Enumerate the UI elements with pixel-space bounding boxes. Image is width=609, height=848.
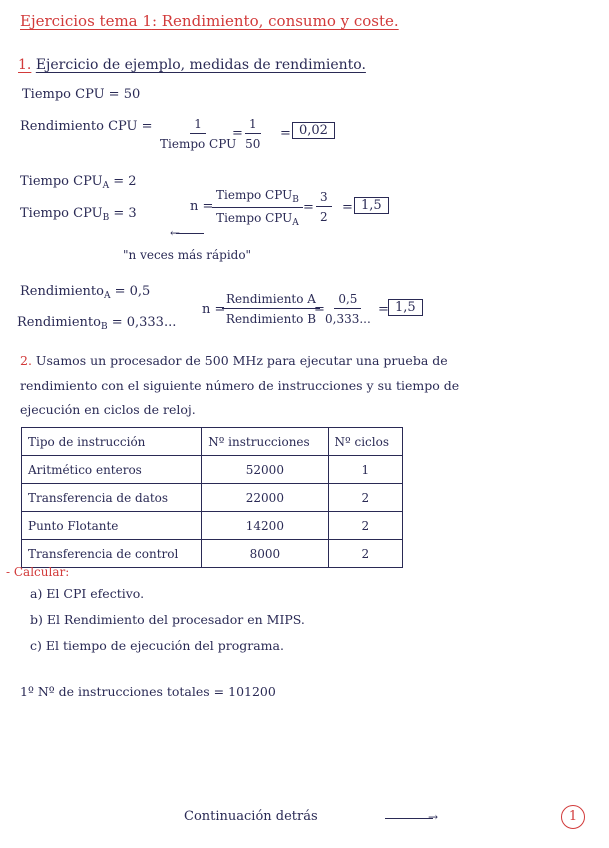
result-box: 1,5 — [354, 197, 389, 214]
cell-tipo: Transferencia de datos — [22, 484, 202, 512]
n2-result — [388, 299, 423, 316]
tiempo-b-prefix: Tiempo CPU — [20, 206, 103, 221]
left-arrow-icon: ← — [170, 226, 181, 240]
tiempo-a-value: = 2 — [113, 174, 137, 189]
ex1-heading-text: Ejercicio de ejemplo, medidas de rendimiento. — [35, 57, 366, 73]
ex2-line-1-text: Usamos un procesador de 500 MHz para ejecutar una prueba de — [35, 353, 448, 368]
fraction-05-over-0333 — [325, 292, 371, 326]
num-sub: B — [292, 195, 299, 205]
fraction-1-over-tiempo — [160, 117, 236, 151]
total-instructions — [20, 686, 276, 699]
tiempo-cpu-b — [20, 207, 137, 223]
title-rest: : Rendimiento, consumo y coste. — [151, 12, 399, 30]
table-header-row — [22, 428, 403, 456]
rend-a-value: = 0,5 — [114, 284, 151, 299]
calc-item-b: b) El Rendimiento del procesador en MIPS. — [30, 612, 305, 627]
cell-tipo: Punto Flotante — [22, 512, 202, 540]
total-prefix: 1º — [20, 684, 34, 699]
frac-denominator — [216, 208, 299, 228]
cell-tipo: Aritmético enteros — [22, 456, 202, 484]
rendimiento-a — [20, 285, 150, 301]
cell-n-ciclos: 2 — [328, 512, 402, 540]
equals-sign: = — [314, 302, 325, 317]
ex2-line-1 — [20, 355, 448, 368]
equals-sign: = — [280, 126, 291, 141]
fraction-1-over-50 — [245, 117, 261, 151]
calc-item-a: a) El CPI efectivo. — [30, 586, 145, 601]
table-row — [22, 540, 403, 568]
frac-denominator: 50 — [245, 137, 261, 151]
ex1-number: 1. — [18, 57, 32, 73]
den-text: Tiempo CPU — [216, 211, 293, 225]
instruction-table — [21, 427, 403, 568]
rend-a-sub: A — [103, 291, 111, 301]
cell-n-ciclos: 2 — [328, 484, 402, 512]
continue-arrow-line — [385, 818, 433, 819]
frac-numerator: 0,5 — [334, 292, 361, 309]
ex2-line-2: rendimiento con el siguiente número de instrucciones y su tiempo de — [20, 378, 460, 393]
header-n-instr: Nº instrucciones — [202, 428, 328, 456]
equals-sign: = — [378, 302, 389, 317]
note-arrow-line — [176, 233, 204, 234]
cell-n-ciclos: 2 — [328, 540, 402, 568]
total-text: Nº de instrucciones totales = 101200 — [37, 684, 276, 699]
table-row — [22, 512, 403, 540]
tiempo-b-value: = 3 — [113, 206, 137, 221]
frac-denominator: 0,333... — [325, 312, 371, 326]
tiempo-cpu: Tiempo CPU = 50 — [22, 87, 141, 102]
ex1-heading — [18, 58, 366, 72]
header-tipo: Tipo de instrucción — [22, 428, 202, 456]
fraction-tiempo-b-over-a — [212, 188, 303, 228]
fraction-rend-a-over-b — [222, 292, 320, 326]
den-sub: A — [292, 218, 299, 228]
cell-n-instr: 52000 — [202, 456, 328, 484]
table-row — [22, 456, 403, 484]
rend-a-prefix: Rendimiento — [20, 284, 104, 299]
continue-text: Continuación detrás — [184, 809, 318, 824]
frac-denominator: 2 — [320, 210, 328, 224]
equals-sign: = — [303, 200, 314, 215]
tiempo-cpu-a — [20, 175, 137, 191]
n-label: n = — [190, 199, 214, 214]
title-label: Ejercicios tema 1 — [20, 12, 152, 30]
frac-numerator: 1 — [190, 117, 206, 134]
num-text: Tiempo CPU — [216, 188, 293, 202]
table-row — [22, 484, 403, 512]
frac-numerator — [212, 188, 303, 208]
rend-b-sub: B — [100, 322, 108, 332]
rend-b-value: = 0,333... — [111, 315, 177, 330]
rend-b-prefix: Rendimiento — [17, 315, 101, 330]
calc-label: - Calcular: — [6, 565, 70, 579]
tiempo-b-sub: B — [102, 213, 110, 223]
right-arrow-icon: → — [428, 810, 439, 824]
cell-n-instr: 8000 — [202, 540, 328, 568]
frac-numerator: 1 — [245, 117, 261, 134]
header-n-ciclos: Nº ciclos — [328, 428, 402, 456]
n-note: "n veces más rápido" — [123, 248, 252, 262]
cell-n-ciclos: 1 — [328, 456, 402, 484]
page-title — [20, 14, 399, 29]
result-box: 0,02 — [292, 122, 335, 139]
equals-sign: = — [342, 200, 353, 215]
equals-sign: = — [232, 126, 243, 141]
cell-n-instr: 14200 — [202, 512, 328, 540]
n-result — [354, 197, 389, 214]
ex2-number: 2. — [20, 353, 32, 368]
fraction-3-over-2 — [316, 190, 332, 224]
tiempo-a-prefix: Tiempo CPU — [20, 174, 103, 189]
result-box: 1,5 — [388, 299, 423, 316]
frac-numerator: Rendimiento A — [222, 292, 320, 309]
calc-item-c: c) El tiempo de ejecución del programa. — [30, 638, 284, 653]
frac-numerator: 3 — [316, 190, 332, 207]
tiempo-a-sub: A — [102, 181, 110, 191]
page-number: 1 — [561, 805, 585, 829]
cell-n-instr: 22000 — [202, 484, 328, 512]
frac-denominator: Tiempo CPU — [160, 137, 237, 151]
n2-label: n = — [202, 302, 226, 317]
frac-denominator: Rendimiento B — [225, 312, 317, 326]
rendimiento-cpu-label: Rendimiento CPU = — [20, 119, 153, 134]
rendimiento-result — [292, 122, 335, 139]
ex2-line-3: ejecución en ciclos de reloj. — [20, 402, 196, 417]
rendimiento-b — [17, 316, 176, 332]
cell-tipo: Transferencia de control — [22, 540, 202, 568]
